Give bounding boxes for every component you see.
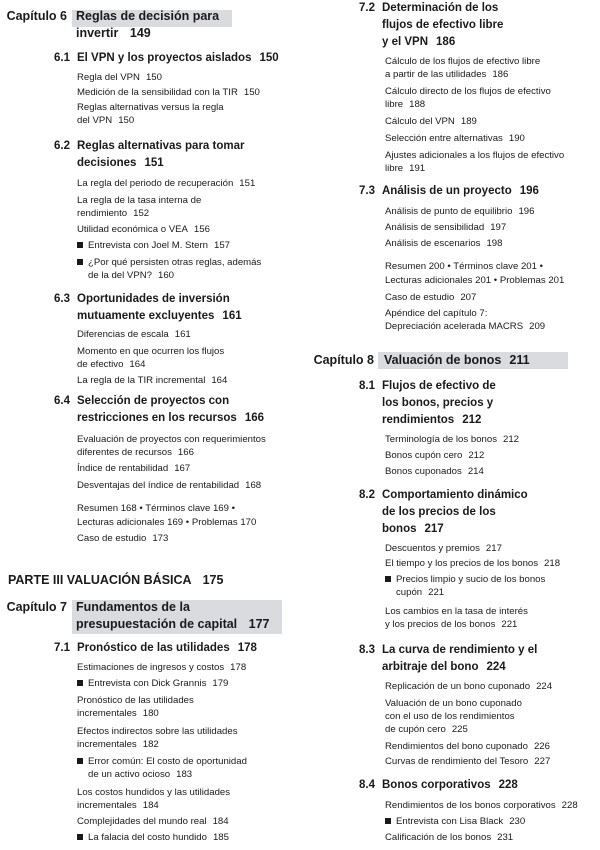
section-number: 8.4 — [359, 779, 375, 791]
section-8-4 — [345, 777, 600, 794]
chapter-title: presupuestación de capital — [76, 617, 238, 631]
toc-entry: Diferencias de escala 161 — [77, 329, 191, 340]
toc-entry: Bonos cuponados 214 — [385, 466, 484, 477]
boxed-feature-item: Error común: El costo de oportunidad de un activo ocioso 183 — [77, 755, 297, 781]
section-number: 8.2 — [359, 489, 375, 501]
toc-entry: con el uso de los rendimientos — [385, 711, 515, 722]
toc-entry: Selección entre alternativas 190 — [385, 133, 525, 144]
chapter-title: invertir — [76, 26, 119, 40]
part-title: PARTE III VALUACIÓN BÁSICA — [8, 573, 192, 587]
toc-entry: Análisis de sensibilidad 197 — [385, 222, 507, 233]
section-title: bonos — [382, 523, 417, 535]
bullet-square-icon — [77, 680, 83, 686]
toc-entry: La regla del periodo de recuperación 151 — [77, 178, 256, 189]
boxed-feature-item: Precios limpio y sucio de los bonos cupón 221 — [385, 573, 595, 599]
chapter-label: Capítulo 6 — [6, 9, 67, 23]
toc-entry: incrementales 180 — [77, 708, 159, 719]
toc-entry: Calificación de los bonos 231 — [385, 832, 514, 843]
page-number: 217 — [424, 523, 444, 535]
page-number: 151 — [144, 157, 164, 169]
boxed-feature-item: Entrevista con Joel M. Stern 157 — [77, 239, 297, 252]
section-title: Bonos corporativos — [382, 779, 491, 791]
toc-entry: Cálculo del VPN 189 — [385, 116, 477, 127]
toc-entry: Los cambios en la tasa de interés — [385, 606, 528, 617]
page-number: 175 — [202, 573, 224, 587]
chapter-8-heading — [300, 352, 600, 369]
section-7-1 — [40, 640, 300, 657]
bullet-square-icon — [385, 576, 391, 582]
section-title: decisiones — [77, 157, 137, 169]
bullet-square-icon — [77, 259, 83, 265]
page-number: 178 — [237, 642, 257, 654]
toc-entry: a partir de las utilidades 186 — [385, 69, 509, 80]
section-title: arbitraje del bono — [382, 661, 479, 673]
section-number: 8.3 — [359, 644, 375, 656]
toc-entry: libre 191 — [385, 163, 426, 174]
toc-entry: libre 188 — [385, 99, 426, 110]
toc-entry: Pronóstico de las utilidades — [77, 695, 194, 706]
toc-entry: Evaluación de proyectos con requerimientos — [77, 434, 266, 445]
section-number: 6.2 — [54, 140, 70, 152]
section-6-1 — [40, 50, 300, 67]
section-7-3 — [345, 183, 600, 200]
toc-entry: Regla del VPN 150 — [77, 72, 162, 83]
toc-entry: Índice de rentabilidad 167 — [77, 463, 191, 474]
summary-line: Lecturas adicionales 201 • Problemas 201 — [385, 275, 565, 286]
page-number: 161 — [222, 310, 242, 322]
section-6-2 — [40, 138, 300, 172]
section-8-2 — [345, 487, 600, 538]
section-number: 6.1 — [54, 52, 70, 64]
page-number: 228 — [498, 779, 518, 791]
section-title: Análisis de un proyecto — [382, 185, 512, 197]
toc-entry: incrementales 184 — [77, 800, 159, 811]
toc-entry: Utilidad económica o VEA 156 — [77, 224, 210, 235]
section-6-3 — [40, 291, 300, 325]
section-title: mutuamente excluyentes — [77, 310, 215, 322]
bullet-square-icon — [385, 818, 391, 824]
toc-entry: Desventajas del índice de rentabilidad 168 — [77, 480, 262, 491]
toc-entry: rendimiento 152 — [77, 208, 150, 219]
toc-entry: El tiempo y los precios de los bonos 218 — [385, 558, 561, 569]
page-number: 166 — [244, 412, 264, 424]
section-title: Reglas alternativas para tomar — [77, 140, 245, 152]
section-title: restricciones en los recursos — [77, 412, 237, 424]
section-title: El VPN y los proyectos aislados — [77, 52, 252, 64]
section-number: 7.2 — [359, 2, 375, 14]
chapter-6-heading — [0, 8, 300, 48]
chapter-7-heading — [0, 599, 300, 639]
section-6-4 — [40, 393, 300, 427]
chapter-label: Capítulo 7 — [6, 600, 67, 614]
toc-entry: Caso de estudio 207 — [385, 292, 477, 303]
boxed-feature-item: La falacia del costo hundido 185 — [77, 831, 297, 844]
toc-entry: Caso de estudio 173 — [77, 533, 169, 544]
chapter-title: Valuación de bonos — [384, 353, 502, 367]
toc-entry: Rendimientos de los bonos corporativos 228 — [385, 800, 578, 811]
page-number: 211 — [509, 353, 530, 367]
summary-line: Resumen 168 • Términos clave 169 • — [77, 503, 235, 514]
toc-entry: La regla de la TIR incremental 164 — [77, 375, 228, 386]
chapter-label: Capítulo 8 — [313, 353, 374, 367]
section-title: Pronóstico de las utilidades — [77, 642, 230, 654]
section-number: 8.1 — [359, 380, 375, 392]
toc-entry: y los precios de los bonos 221 — [385, 619, 518, 630]
chapter-title: Fundamentos de la — [76, 600, 190, 614]
toc-entry: Ajustes adicionales a los flujos de efectivo — [385, 150, 565, 161]
section-7-2 — [345, 0, 600, 51]
section-title: y el VPN — [382, 36, 429, 48]
toc-entry: Medición de la sensibilidad con la TIR 150 — [77, 87, 260, 98]
section-8-3 — [345, 642, 600, 676]
toc-entry: de efectivo 164 — [77, 359, 146, 370]
toc-entry: Los costos hundidos y las utilidades — [77, 787, 231, 798]
section-title: Flujos de efectivo de — [382, 380, 496, 392]
bullet-square-icon — [77, 834, 83, 840]
part-heading — [8, 572, 223, 589]
toc-entry: Cálculo de los flujos de efectivo libre — [385, 56, 541, 67]
toc-entry: Replicación de un bono cuponado 224 — [385, 681, 553, 692]
section-title: de los precios de los — [382, 506, 496, 518]
page-number: 224 — [486, 661, 506, 673]
section-title: rendimientos — [382, 414, 455, 426]
toc-entry: Rendimientos del bono cuponado 226 — [385, 741, 550, 752]
page-number: 186 — [436, 36, 456, 48]
section-number: 7.1 — [54, 642, 70, 654]
section-number: 7.3 — [359, 185, 375, 197]
summary-line: Lecturas adicionales 169 • Problemas 170 — [77, 517, 257, 528]
toc-entry: Bonos cupón cero 212 — [385, 450, 485, 461]
toc-entry: Depreciación acelerada MACRS 209 — [385, 321, 546, 332]
toc-entry: diferentes de recursos 166 — [77, 447, 194, 458]
toc-entry: del VPN 150 — [77, 115, 135, 126]
page-number: 196 — [519, 185, 539, 197]
section-number: 6.3 — [54, 293, 70, 305]
bullet-square-icon — [77, 758, 83, 764]
section-title: Selección de proyectos con — [77, 395, 230, 407]
section-8-1 — [345, 378, 600, 429]
toc-entry: Apéndice del capítulo 7: — [385, 308, 488, 319]
section-title: Oportunidades de inversión — [77, 293, 230, 305]
section-title: Comportamiento dinámico — [382, 489, 528, 501]
toc-entry: Valuación de un bono cuponado — [385, 698, 522, 709]
toc-entry: Estimaciones de ingresos y costos 178 — [77, 662, 247, 673]
page-number: 212 — [462, 414, 482, 426]
toc-entry: de cupón cero 225 — [385, 724, 468, 735]
toc-entry: Momento en que ocurren los flujos — [77, 346, 225, 357]
page-number: 177 — [248, 617, 270, 631]
boxed-feature-item: Entrevista con Dick Grannis 179 — [77, 677, 297, 690]
boxed-feature-item: Entrevista con Lisa Black 230 — [385, 815, 595, 828]
section-title: flujos de efectivo libre — [382, 19, 504, 31]
toc-entry: Reglas alternativas versus la regla — [77, 102, 224, 113]
toc-entry: Curvas de rendimiento del Tesoro 227 — [385, 756, 551, 767]
chapter-title: Reglas de decisión para — [76, 9, 220, 23]
toc-entry: La regla de la tasa interna de — [77, 195, 202, 206]
toc-entry: Cálculo directo de los flujos de efectivo — [385, 86, 551, 97]
section-number: 6.4 — [54, 395, 70, 407]
page-number: 150 — [259, 52, 279, 64]
summary-line: Resumen 200 • Términos clave 201 • — [385, 261, 543, 272]
toc-entry: Análisis de escenarios 198 — [385, 238, 503, 249]
toc-entry: Descuentos y premios 217 — [385, 543, 502, 554]
boxed-feature-item: ¿Por qué persisten otras reglas, además de la del VPN? 160 — [77, 256, 297, 282]
toc-entry: Complejidades del mundo real 184 — [77, 816, 229, 827]
section-title: La curva de rendimiento y el — [382, 644, 538, 656]
toc-entry: Efectos indirectos sobre las utilidades — [77, 726, 238, 737]
toc-entry: Terminología de los bonos 212 — [385, 434, 520, 445]
section-title: los bonos, precios y — [382, 397, 494, 409]
page-number: 149 — [129, 26, 151, 40]
section-title: Determinación de los — [382, 2, 499, 14]
bullet-square-icon — [77, 242, 83, 248]
toc-entry: Análisis de punto de equilibrio 196 — [385, 206, 535, 217]
toc-entry: incrementales 182 — [77, 739, 159, 750]
